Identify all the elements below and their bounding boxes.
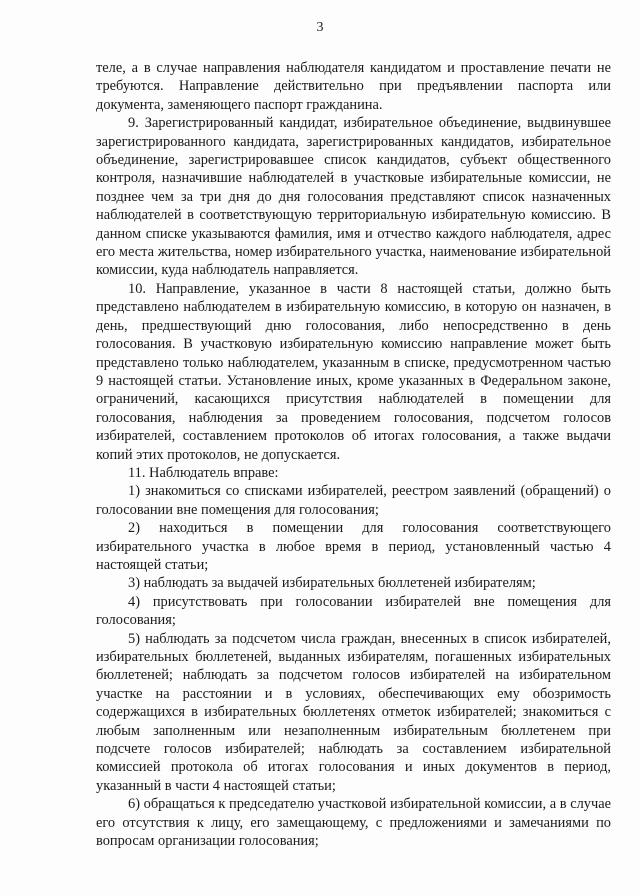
list-item-5: 5) наблюдать за подсчетом числа граждан, внесенных в список избирателей, избирательных бюллетеней, выданных избирателям, погашенных избирательных бюллетеней; наблюдать за подсчетом голосов избирателей на избирательном участке на расстоянии и в условиях, обеспечивающих ему обозримость содержащихся в избирательных бюллетенях отметок избирателей; знакомиться с любым заполненным или незаполненным избирательным бюллетенем при подсчете голосов избирателей; наблюдать за составлением избирательной комиссией протокола об итогах голосования и иных документов в период, указанный в части 4 настоящей статьи; bbox=[96, 630, 611, 794]
paragraph-part-10: 10. Направление, указанное в части 8 настоящей статьи, должно быть представлено наблюдателем в избирательную комиссию, в которую он назначен, в день, предшествующий дню голосования, либо непосредственно в день голосования. В участковую избирательную комиссию направление может быть представлено только наблюдателем, указанным в списке, предусмотренном частью 9 настоящей статьи. Установление иных, кроме указанных в Федеральном законе, ограничений, касающихся присутствия наблюдателей в помещении для голосования, наблюдения за проведением голосования, подсчетом голосов избирателей, составлением протоколов об итогах голосования, а также выдачи копий этих протоколов, не допускается. bbox=[96, 280, 611, 463]
list-item-1: 1) знакомиться со списками избирателей, реестром заявлений (обращений) о голосовании вне помещения для голосования; bbox=[96, 483, 611, 518]
list-item-4: 4) присутствовать при голосовании избирателей вне помещения для голосования; bbox=[96, 593, 611, 629]
paragraph-part-11: 11. Наблюдатель вправе: bbox=[128, 464, 279, 481]
list-item-2: 2) находиться в помещении для голосования соответствующего избирательного участка в любое время в период, установленный частью 4 настоящей статьи; bbox=[96, 520, 611, 573]
paragraph-part-9: 9. Зарегистрированный кандидат, избирательное объединение, выдвинувшее зарегистрированного кандидата, зарегистрированных кандидатов, избирательное объединение, зарегистрировавшее список кандидатов, субъект общественного контроля, назначившие наблюдателей в участковые избирательные комиссии, не позднее чем за три дня до дня голосования представляют список назначенных наблюдателей в соответствующую территориальную избирательную комиссию. В данном списке указываются фамилия, имя и отчество каждого наблюдателя, адрес его места жительства, номер избирательного участка, наименование избирательной комиссии, куда наблюдатель направляется. bbox=[96, 115, 611, 279]
page-number: 3 bbox=[316, 20, 324, 35]
list-item-6: 6) обращаться к председателю участковой избирательной комиссии, а в случае его отсутствия к лицу, его замещающему, с предложениями и замечаниями по вопросам организации голосования; bbox=[96, 796, 611, 850]
paragraph-continuation: теле, а в случае направления наблюдателя кандидатом и проставление печати не требуются. Направление действительно при предъявлении паспорта или документа, заменяющего паспорт гражданина. bbox=[96, 60, 611, 113]
document-body bbox=[96, 59, 611, 850]
list-item-3: 3) наблюдать за выдачей избирательных бюллетеней избирателям; bbox=[128, 575, 536, 592]
